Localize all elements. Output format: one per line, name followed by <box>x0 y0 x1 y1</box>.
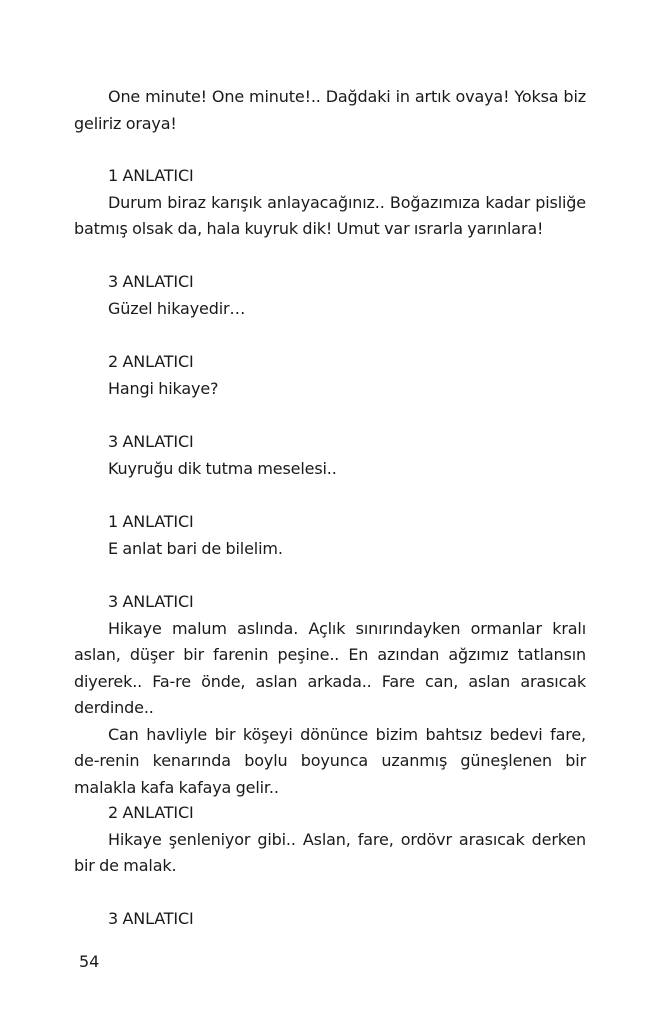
paragraph: Hangi hikaye? <box>108 378 219 398</box>
speaker-label: 1 ANLATICI <box>108 166 194 185</box>
speaker-label: 3 ANLATICI <box>108 909 194 928</box>
dialogue-block <box>74 589 586 801</box>
paragraph: E anlat bari de bilelim. <box>108 538 283 558</box>
dialogue-block <box>74 429 586 482</box>
paragraph: Kuyruğu dik tutma meselesi.. <box>108 458 337 478</box>
dialogue-block <box>74 906 586 933</box>
speaker-label: 3 ANLATICI <box>108 432 194 451</box>
speaker-label: 2 ANLATICI <box>108 803 194 822</box>
dialogue-block <box>74 800 586 880</box>
dialogue-block <box>74 509 586 562</box>
paragraph: Durum biraz karışık anlayacağınız.. Boğazımıza kadar pisliğe batmış olsak da, hala kuyruk dik! Umut var ısrarla yarınlara! <box>74 192 586 238</box>
paragraph: Hikaye malum aslında. Açlık sınırındayken ormanlar kralı aslan, düşer bir farenin peşine.. En azından ağzımız tatlansın diyerek.. Fa-re önde, aslan arkada.. Fare can, aslan arasıcak derdinde.. <box>74 618 586 717</box>
dialogue-block <box>74 269 586 322</box>
page-number: 54 <box>79 952 100 971</box>
dialogue-block-intro <box>74 84 586 137</box>
speaker-label: 2 ANLATICI <box>108 352 194 371</box>
paragraph: Can havliyle bir köşeyi dönünce bizim bahtsız bedevi fare, de-renin kenarında boylu boyunca uzanmış güneşlenen bir malakla kafa kafaya gelir.. <box>74 724 586 797</box>
dialogue-block <box>74 349 586 402</box>
paragraph: Hikaye şenleniyor gibi.. Aslan, fare, ordövr arasıcak derken bir de malak. <box>74 829 586 875</box>
speaker-label: 3 ANLATICI <box>108 592 194 611</box>
speaker-label: 3 ANLATICI <box>108 272 194 291</box>
dialogue-block <box>74 163 586 243</box>
speaker-label: 1 ANLATICI <box>108 512 194 531</box>
paragraph: Güzel hikayedir… <box>108 298 246 318</box>
paragraph: One minute! One minute!.. Dağdaki in artık ovaya! Yoksa biz geliriz oraya! <box>74 87 586 133</box>
